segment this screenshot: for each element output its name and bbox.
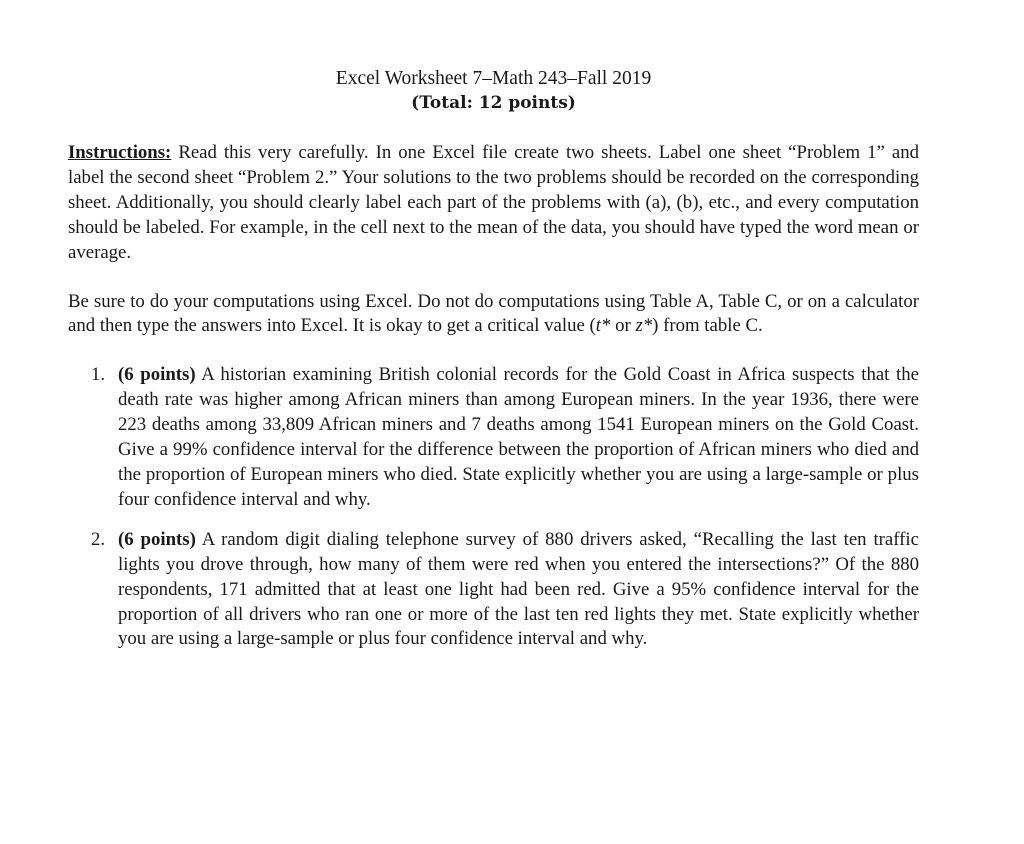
problem-number: 2. (91, 528, 106, 550)
problem-text: A historian examining British colonial records for the Gold Coast in Africa suspects that the death rate was higher among African miners than among European miners. In the year 1936, there were 223 deaths among 33,809 African miners and 7 deaths among 1541 European miners on the Gold Coast. Give a 99% confidence interval for the difference between the proportion of African miners who died and the proportion of European miners who died. State explicitly whether you are using a large-sample or plus four confidence interval and why. (118, 364, 919, 510)
t-star-symbol: t* (595, 315, 611, 337)
instructions-paragraph (68, 141, 919, 266)
total-points: (Total: 12 points) (411, 93, 576, 113)
problem-points: (6 points) (118, 364, 196, 386)
note-text-before: Be sure to do your computations using Excel. Do not do computations using Table A, Table C, or on a calculator and then type the answers into Excel. It is okay to get a critical value ( (68, 290, 919, 337)
problem-number: 1. (91, 364, 106, 386)
z-star-symbol: z* (635, 315, 653, 337)
title-block (68, 66, 919, 115)
problem-text: A random digit dialing telephone survey of 880 drivers asked, “Recalling the last ten traffic lights you drove through, how many of them were red when you entered the intersections?” Of the 880 respondents, 171 admitted that at least one light had been red. Give a 95% confidence interval for the proportion of all drivers who ran one or more of the last ten red lights they met. State explicitly whether you are using a large-sample or plus four confidence interval and why. (118, 528, 919, 650)
problem-item-2 (68, 528, 919, 653)
problem-points: (6 points) (118, 528, 196, 550)
note-or-word: or (610, 315, 636, 337)
excel-note-paragraph (68, 290, 919, 340)
problem-list (68, 363, 919, 652)
instructions-text: Read this very carefully. In one Excel file create two sheets. Label one sheet “Problem 1” and label the second sheet “Problem 2.” Your solutions to the two problems should be recorded on the corresponding sheet. Additionally, you should clearly label each part of the problems with (a), (b), etc., and every computation should be labeled. For example, in the cell next to the mean of the data, you should have typed the word mean or average. (68, 142, 919, 263)
problem-item-1 (68, 363, 919, 512)
instructions-label: Instructions: (68, 142, 172, 163)
worksheet-title: Excel Worksheet 7–Math 243–Fall 2019 (335, 68, 652, 89)
note-text-after: ) from table C. (652, 315, 763, 337)
worksheet-page (68, 66, 919, 667)
